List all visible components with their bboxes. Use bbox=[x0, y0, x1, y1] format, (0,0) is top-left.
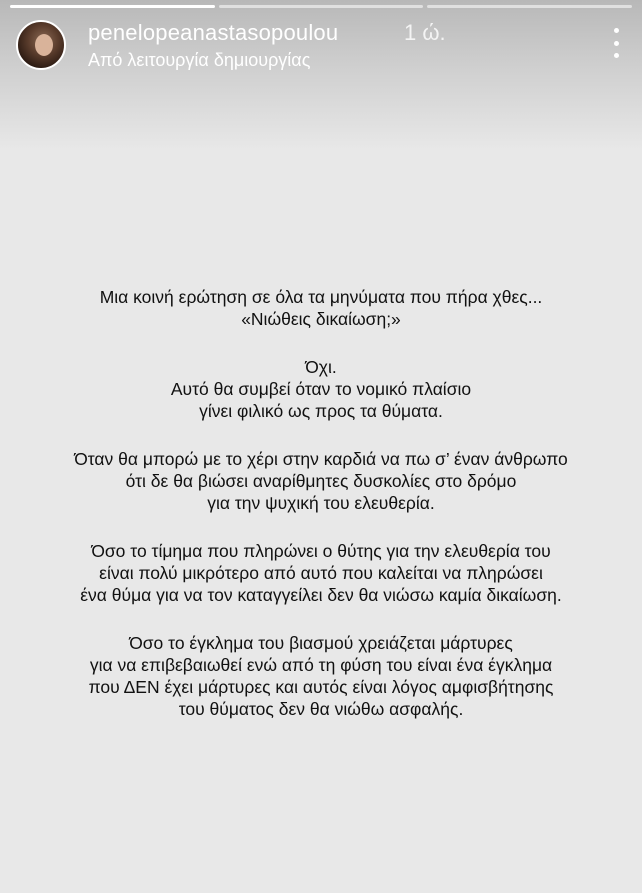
story-progress-segment bbox=[427, 5, 632, 8]
story-text-line: «Νιώθεις δικαίωση;» bbox=[241, 309, 401, 329]
story-text-line: για να επιβεβαιωθεί ενώ από τη φύση του είναι ένα έγκλημα bbox=[89, 655, 553, 675]
story-text-line: Αυτό θα συμβεί όταν το νομικό πλαίσιο bbox=[170, 379, 472, 399]
story-text-line: είναι πολύ μικρότερο από αυτό που καλείται να πληρώσει bbox=[99, 563, 543, 583]
story-paragraph bbox=[30, 632, 612, 720]
story-progress-bars bbox=[10, 5, 632, 8]
story-text-line: Όσο το τίμημα που πληρώνει ο θύτης για την ελευθερία του bbox=[91, 541, 551, 561]
story-paragraph bbox=[30, 448, 612, 514]
story-text-line: ένα θύμα για να τον καταγγείλει δεν θα νιώσω καμία δικαίωση. bbox=[80, 585, 562, 605]
story-text-line: Όταν θα μπορώ με το χέρι στην καρδιά να πω σ’ έναν άνθρωπο bbox=[74, 449, 568, 469]
profile-avatar[interactable] bbox=[16, 20, 66, 70]
story-text-block bbox=[30, 286, 612, 746]
story-paragraph bbox=[30, 540, 612, 606]
create-mode-label[interactable]: Από λειτουργία δημιουργίας bbox=[88, 50, 311, 70]
story-progress-segment bbox=[10, 5, 215, 8]
story-text-line: Όσο το έγκλημα του βιασμού χρειάζεται μάρτυρες bbox=[129, 633, 513, 653]
post-time: 1 ώ. bbox=[404, 20, 446, 45]
dot bbox=[614, 53, 619, 58]
story-paragraph bbox=[30, 286, 612, 330]
dot bbox=[614, 28, 619, 33]
story-text-line: του θύματος δεν θα νιώθω ασφαλής. bbox=[178, 699, 464, 719]
story-header bbox=[16, 20, 628, 80]
more-vertical-icon[interactable] bbox=[610, 28, 622, 58]
story-text-line: που ΔΕΝ έχει μάρτυρες και αυτός είναι λόγος αμφισβήτησης bbox=[88, 677, 554, 697]
story-text-line: Μια κοινή ερώτηση σε όλα τα μηνύματα που πήρα χθες... bbox=[99, 287, 543, 307]
dot bbox=[614, 41, 619, 46]
story-text-line: Όχι. bbox=[305, 357, 337, 377]
avatar-face bbox=[35, 34, 53, 56]
story-paragraph bbox=[30, 356, 612, 422]
story-text-line: γίνει φιλικό ως προς τα θύματα. bbox=[199, 401, 443, 421]
username[interactable]: penelopeanastasopoulou bbox=[88, 20, 339, 45]
story-text-line: για την ψυχική του ελευθερία. bbox=[207, 493, 435, 513]
story-progress-segment bbox=[219, 5, 424, 8]
story-text-line: ότι δε θα βιώσει αναρίθμητες δυσκολίες στο δρόμο bbox=[125, 471, 517, 491]
